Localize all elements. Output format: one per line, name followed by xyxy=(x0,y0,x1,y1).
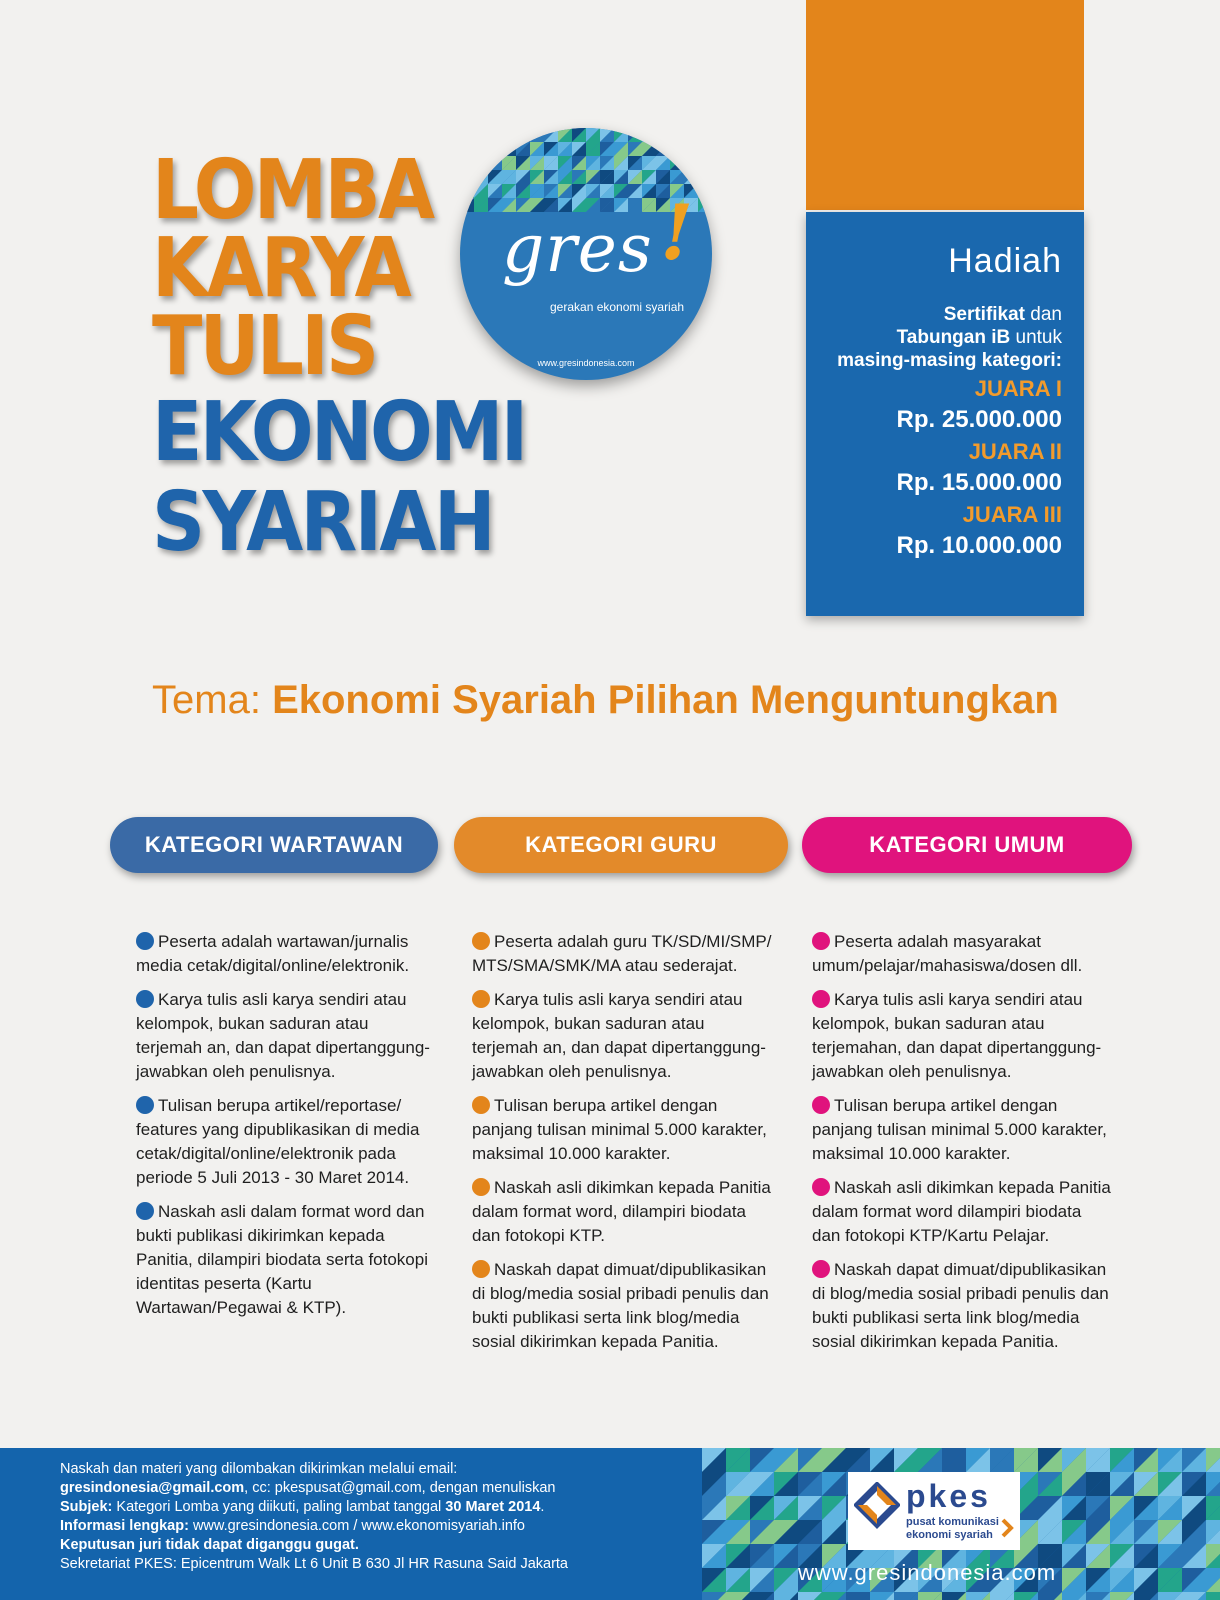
footer-line-1: Naskah dan materi yang dilombakan dikirimkan melalui email: xyxy=(60,1461,458,1477)
list-item: Naskah asli dalam format word dan bukti publikasi dikirimkan kepada Panitia, dilampiri biodata serta fotokopi identitas peserta (Kartu Wartawan/Pegawai & KTP). xyxy=(136,1202,428,1317)
title-line-ekonomi: EKONOMI xyxy=(152,385,526,480)
list-item: Tulisan berupa artikel dengan panjang tulisan minimal 5.000 karakter, maksimal 10.000 karakter. xyxy=(812,1096,1107,1163)
logo-url: www.gresindonesia.com xyxy=(537,358,635,368)
list-item: Peserta adalah masyarakat umum/pelajar/mahasiswa/dosen dll. xyxy=(812,932,1083,975)
pkes-emblem-icon xyxy=(854,1482,900,1540)
bullet-dot-icon xyxy=(472,932,490,950)
prize-line-3: masing-masing kategori: xyxy=(837,350,1062,371)
chevron-right-icon xyxy=(1000,1518,1014,1538)
title-line-syariah: SYARIAH xyxy=(152,475,493,570)
footer-line-3: Subjek: Kategori Lomba yang diikuti, paling lambat tanggal 30 Maret 2014. xyxy=(60,1499,545,1515)
footer-line-6: Sekretariat PKES: Epicentrum Walk Lt 6 Unit B 630 Jl HR Rasuna Said Jakarta xyxy=(60,1556,568,1572)
bullet-dot-icon xyxy=(812,990,830,1008)
prize-amount-1: Rp. 25.000.000 xyxy=(896,406,1062,433)
footer-line-5: Keputusan juri tidak dapat diganggu gugat. xyxy=(60,1537,359,1553)
bullet-dot-icon xyxy=(812,1178,830,1196)
bullet-dot-icon xyxy=(472,1096,490,1114)
footer-text xyxy=(60,1460,568,1574)
category-column-guru xyxy=(472,930,772,1364)
category-pill-wartawan: KATEGORI WARTAWAN xyxy=(110,817,438,873)
title-line-karya: KARYA xyxy=(152,221,410,316)
logo-exclamation: ! xyxy=(660,188,694,277)
prize-heading: Hadiah xyxy=(948,242,1062,280)
category-column-umum xyxy=(812,930,1112,1364)
list-item: Karya tulis asli karya sendiri atau kelompok, bukan saduran atau terjemah an, dan dapat dipertanggung-jawabkan oleh penulisnya. xyxy=(472,990,766,1081)
bullet-dot-icon xyxy=(136,1096,154,1114)
footer-line-2: gresindonesia@gmail.com, cc: pkespusat@gmail.com, dengan menuliskan xyxy=(60,1480,556,1496)
footer-url: www.gresindonesia.com xyxy=(798,1560,1057,1585)
orange-accent-block xyxy=(806,0,1084,210)
list-item: Naskah dapat dimuat/dipublikasikan di blog/media sosial pribadi penulis dan bukti publikasi serta link blog/media sosial dikirimkan kepada Panitia. xyxy=(472,1260,769,1351)
category-pill-umum: KATEGORI UMUM xyxy=(802,817,1132,873)
logo-word: gres xyxy=(502,210,653,287)
theme-heading xyxy=(152,678,1059,723)
bullet-dot-icon xyxy=(472,990,490,1008)
list-item: Naskah asli dikimkan kepada Panitia dalam format word, dilampiri biodata dan fotokopi KTP. xyxy=(472,1178,771,1245)
prize-rank-1: JUARA I xyxy=(974,376,1062,401)
list-item: Naskah dapat dimuat/dipublikasikan di blog/media sosial pribadi penulis dan bukti publikasi serta link blog/media sosial dikirimkan kepada Panitia. xyxy=(812,1260,1109,1351)
title-line-lomba: LOMBA xyxy=(152,143,433,238)
bullet-dot-icon xyxy=(136,990,154,1008)
prize-panel xyxy=(806,212,1084,616)
list-item: Tulisan berupa artikel/reportase/ features yang dipublikasikan di media cetak/digital/online/elektronik pada periode 5 Juli 2013 - 30 Maret 2014. xyxy=(136,1096,420,1187)
prize-line-2: Tabungan iB untuk xyxy=(896,327,1062,348)
pkes-wordmark: pkes xyxy=(906,1478,991,1514)
category-column-wartawan xyxy=(136,930,436,1330)
list-item: Peserta adalah guru TK/SD/MI/SMP/ MTS/SMA/SMK/MA atau sederajat. xyxy=(472,932,772,975)
theme-label: Tema: xyxy=(152,678,261,722)
bullet-dot-icon xyxy=(136,932,154,950)
prize-line-1: Sertifikat dan xyxy=(943,304,1062,325)
prize-rank-2: JUARA II xyxy=(968,439,1062,464)
logo-tagline: gerakan ekonomi syariah xyxy=(550,300,685,314)
gres-logo xyxy=(460,128,712,380)
title-line-tulis: TULIS xyxy=(152,299,377,394)
prize-amount-3: Rp. 10.000.000 xyxy=(896,532,1062,559)
prize-amount-2: Rp. 15.000.000 xyxy=(896,469,1062,496)
list-item: Peserta adalah wartawan/jurnalis media cetak/digital/online/elektronik. xyxy=(136,932,410,975)
list-item: Karya tulis asli karya sendiri atau kelompok, bukan saduran atau terjemahan, dan dapat dipertanggung-jawabkan oleh penulisnya. xyxy=(812,990,1102,1081)
bullet-dot-icon xyxy=(136,1202,154,1220)
theme-value: Ekonomi Syariah Pilihan Menguntungkan xyxy=(272,678,1059,722)
list-item: Karya tulis asli karya sendiri atau kelompok, bukan saduran atau terjemah an, dan dapat dipertanggung-jawabkan oleh penulisnya. xyxy=(136,990,430,1081)
bullet-dot-icon xyxy=(812,1096,830,1114)
bullet-dot-icon xyxy=(472,1260,490,1278)
bullet-dot-icon xyxy=(812,1260,830,1278)
pattern-triangle xyxy=(1206,1592,1220,1600)
pkes-tagline-2: ekonomi syariah xyxy=(906,1529,993,1541)
category-pill-guru: KATEGORI GURU xyxy=(454,817,788,873)
prize-rank-3: JUARA III xyxy=(962,502,1062,527)
bullet-dot-icon xyxy=(812,932,830,950)
footer-line-4: Informasi lengkap: www.gresindonesia.com / www.ekonomisyariah.info xyxy=(60,1518,525,1534)
list-item: Naskah asli dikimkan kepada Panitia dalam format word dilampiri biodata dan fotokopi KTP/Kartu Pelajar. xyxy=(812,1178,1111,1245)
pkes-logo xyxy=(848,1472,1020,1550)
list-item: Tulisan berupa artikel dengan panjang tulisan minimal 5.000 karakter, maksimal 10.000 karakter. xyxy=(472,1096,767,1163)
bullet-dot-icon xyxy=(472,1178,490,1196)
pkes-tagline-1: pusat komunikasi xyxy=(906,1516,999,1528)
